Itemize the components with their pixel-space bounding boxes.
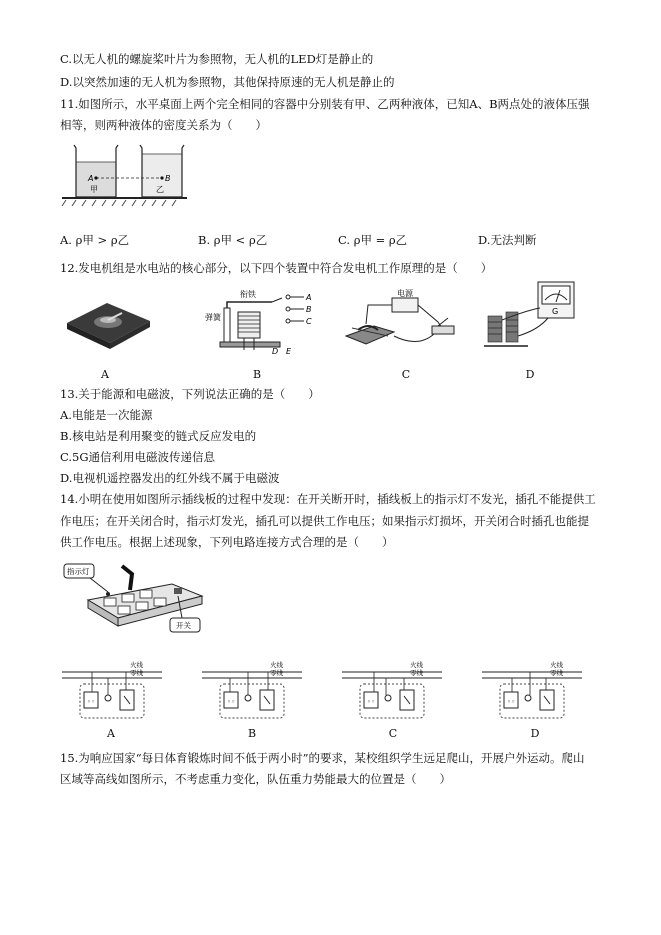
q14-b-zero-label: 零线	[270, 669, 283, 677]
q11-option-d: D.无法判断	[478, 233, 537, 247]
q14-circuit-b	[202, 660, 302, 722]
q15-stem-line2: 区域等高线如图所示，不考虑重力变化，队伍重力势能最大的位置是（ ）	[60, 772, 451, 786]
svg-text:◦◦: ◦◦	[227, 698, 236, 706]
q14-a-fire-label: 火线	[130, 661, 143, 669]
q11-point-a: A	[88, 174, 94, 183]
q10-option-c: C.以无人机的螺旋桨叶片为参照物，无人机的LED灯是静止的	[60, 52, 374, 66]
q14-circuit-c	[342, 660, 442, 722]
q13-option-c: C.5G通信利用电磁波传递信息	[60, 450, 216, 464]
q13-option-d: D.电视机遥控器发出的红外线不属于电磁波	[60, 471, 280, 485]
q14-circuit-d	[482, 660, 582, 722]
q12-b-terminal-e: E	[286, 347, 292, 356]
q11-stem-line1: 11.如图所示，水平桌面上两个完全相同的容器中分别装有甲、乙两种液体，已知A、B两点处的液体压强	[60, 97, 590, 111]
q11-containers-figure	[62, 140, 192, 210]
svg-text:◦◦: ◦◦	[367, 698, 376, 706]
q14-indicator-label: 指示灯	[67, 567, 90, 576]
q11-stem-line2: 相等，则两种液体的密度关系为（ ）	[60, 118, 267, 132]
q14-a-zero-label: 零线	[130, 669, 143, 677]
q14-label-b: B	[247, 727, 257, 740]
q10-option-d: D.以突然加速的无人机为参照物，其他保持原速的无人机是静止的	[60, 75, 395, 89]
q14-d-zero-label: 零线	[550, 669, 563, 677]
q12-label-a: A	[101, 368, 109, 381]
q11-liquid-a: 甲	[90, 185, 98, 194]
q12-figure-d	[478, 280, 578, 360]
q12-figure-c	[338, 289, 468, 357]
q12-c-power-label: 电源	[397, 289, 413, 298]
q13-option-a: A.电能是一次能源	[60, 408, 153, 422]
q11-point-b: B	[165, 174, 171, 183]
q11-liquid-b: 乙	[156, 185, 164, 194]
q14-stem-line2: 作电压；在开关闭合时，指示灯发光，插孔可以提供工作电压；如果指示灯损坏，开关闭合时插孔也能提	[60, 514, 589, 528]
q12-b-spring-label: 弹簧	[205, 313, 221, 322]
q11-option-b: B. ρ甲 < ρ乙	[198, 233, 268, 247]
q12-label-d: D	[525, 368, 535, 381]
q14-stem-line1: 14.小明在使用如图所示插线板的过程中发现：在开关断开时，插线板上的指示灯不发光，插孔不能提供工	[60, 492, 596, 506]
svg-text:◦◦: ◦◦	[87, 698, 96, 706]
q14-label-d: D	[530, 727, 540, 740]
q14-c-zero-label: 零线	[410, 669, 423, 677]
q12-label-c: C	[401, 368, 411, 381]
q14-stem-line3: 供工作电压。根据上述现象，下列电路连接方式合理的是（ ）	[60, 535, 394, 549]
q12-b-terminal-a: A	[306, 293, 312, 302]
q11-option-c: C. ρ甲 = ρ乙	[338, 233, 408, 247]
q12-b-terminal-c: C	[306, 317, 312, 326]
q14-power-strip-figure	[62, 560, 212, 640]
q12-b-terminal-b: B	[306, 305, 312, 314]
svg-text:◦◦: ◦◦	[507, 698, 516, 706]
q12-figure-b	[200, 288, 330, 358]
q13-option-b: B.核电站是利用聚变的链式反应发电的	[60, 429, 257, 443]
q14-circuit-a	[62, 660, 162, 722]
q12-label-b: B	[252, 368, 262, 381]
q14-label-a: A	[107, 727, 115, 740]
q12-stem: 12.发电机组是水电站的核心部分，以下四个装置中符合发电机工作原理的是（ ）	[60, 261, 493, 275]
q14-c-fire-label: 火线	[410, 661, 423, 669]
q14-label-c: C	[388, 727, 398, 740]
q14-d-fire-label: 火线	[550, 661, 563, 669]
q12-b-terminal-d: D	[272, 347, 279, 356]
q13-stem: 13.关于能源和电磁波，下列说法正确的是（ ）	[60, 387, 320, 401]
q15-stem-line1: 15.为响应国家“每日体育锻炼时间不低于两小时”的要求，某校组织学生远足爬山，开展户外运动。爬山	[60, 751, 585, 765]
q12-figure-a	[62, 295, 152, 355]
q14-switch-label: 开关	[176, 621, 191, 630]
q11-option-a: A. ρ甲 > ρ乙	[60, 233, 130, 247]
q12-b-armature-label: 衔铁	[240, 290, 256, 299]
svg-text:G: G	[552, 307, 559, 316]
q14-b-fire-label: 火线	[270, 661, 283, 669]
